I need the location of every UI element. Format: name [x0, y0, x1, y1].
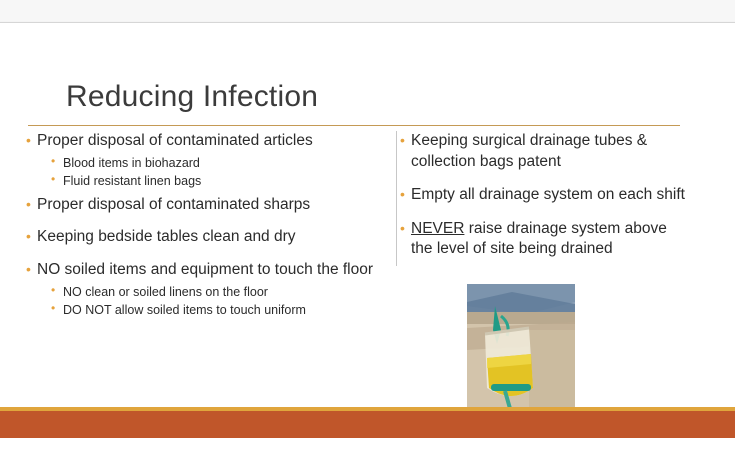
list-item-label: raise drainage system above the level of site being drained [411, 219, 667, 258]
list-item [26, 195, 394, 216]
list-item [51, 283, 394, 301]
bullet-icon: • [26, 195, 31, 212]
left-sub-list-2 [37, 283, 394, 319]
bullet-icon: • [26, 261, 31, 278]
bullet-icon: • [51, 300, 56, 315]
list-item [26, 131, 394, 190]
footer-accent-orange [0, 411, 735, 438]
list-item-label: Keeping surgical drainage tubes & collection bags patent [411, 132, 648, 170]
list-item-label: DO NOT allow soiled items to touch uniform [63, 302, 306, 317]
list-item [26, 227, 394, 248]
bullet-icon: • [400, 186, 405, 203]
list-item [400, 185, 690, 206]
bullet-icon: • [400, 132, 405, 148]
top-band [0, 0, 735, 23]
footer-base [0, 438, 735, 453]
title-divider [28, 125, 680, 126]
list-item-label: Blood items in biohazard [63, 155, 200, 170]
bullet-icon: • [26, 132, 31, 148]
list-item-emphasis: NEVER [411, 219, 465, 237]
list-item-label: NO clean or soiled linens on the floor [63, 284, 268, 299]
list-item-label: Keeping bedside tables clean and dry [37, 228, 296, 246]
list-item [51, 301, 394, 319]
spacer [26, 250, 394, 260]
column-divider [396, 131, 397, 266]
list-item [51, 172, 394, 190]
list-item [26, 260, 394, 319]
list-item-label: Empty all drainage system on each shift [411, 186, 685, 204]
bullet-icon: • [26, 228, 31, 245]
left-column [26, 131, 394, 324]
list-item-label: Proper disposal of contaminated articles [37, 132, 313, 149]
spacer [26, 217, 394, 227]
list-item-label: Fluid resistant linen bags [63, 173, 202, 188]
bullet-icon: • [51, 282, 56, 297]
left-bullet-list [26, 131, 394, 319]
right-column [400, 131, 690, 273]
top-band-inner [0, 0, 735, 21]
list-item-label: NO soiled items and equipment to touch the floor [37, 261, 374, 279]
photo-graphic [467, 284, 575, 418]
list-item [51, 154, 394, 172]
left-sub-list-1 [37, 154, 394, 190]
list-item [400, 131, 690, 172]
urinary-drainage-bag-photo [467, 284, 575, 418]
bullet-icon: • [51, 153, 56, 168]
right-bullet-list [400, 131, 690, 260]
list-item-label: Proper disposal of contaminated sharps [37, 195, 311, 213]
bullet-icon: • [51, 171, 56, 186]
list-item [400, 219, 690, 260]
page-title: Reducing Infection [66, 80, 319, 113]
bullet-icon: • [400, 219, 405, 236]
